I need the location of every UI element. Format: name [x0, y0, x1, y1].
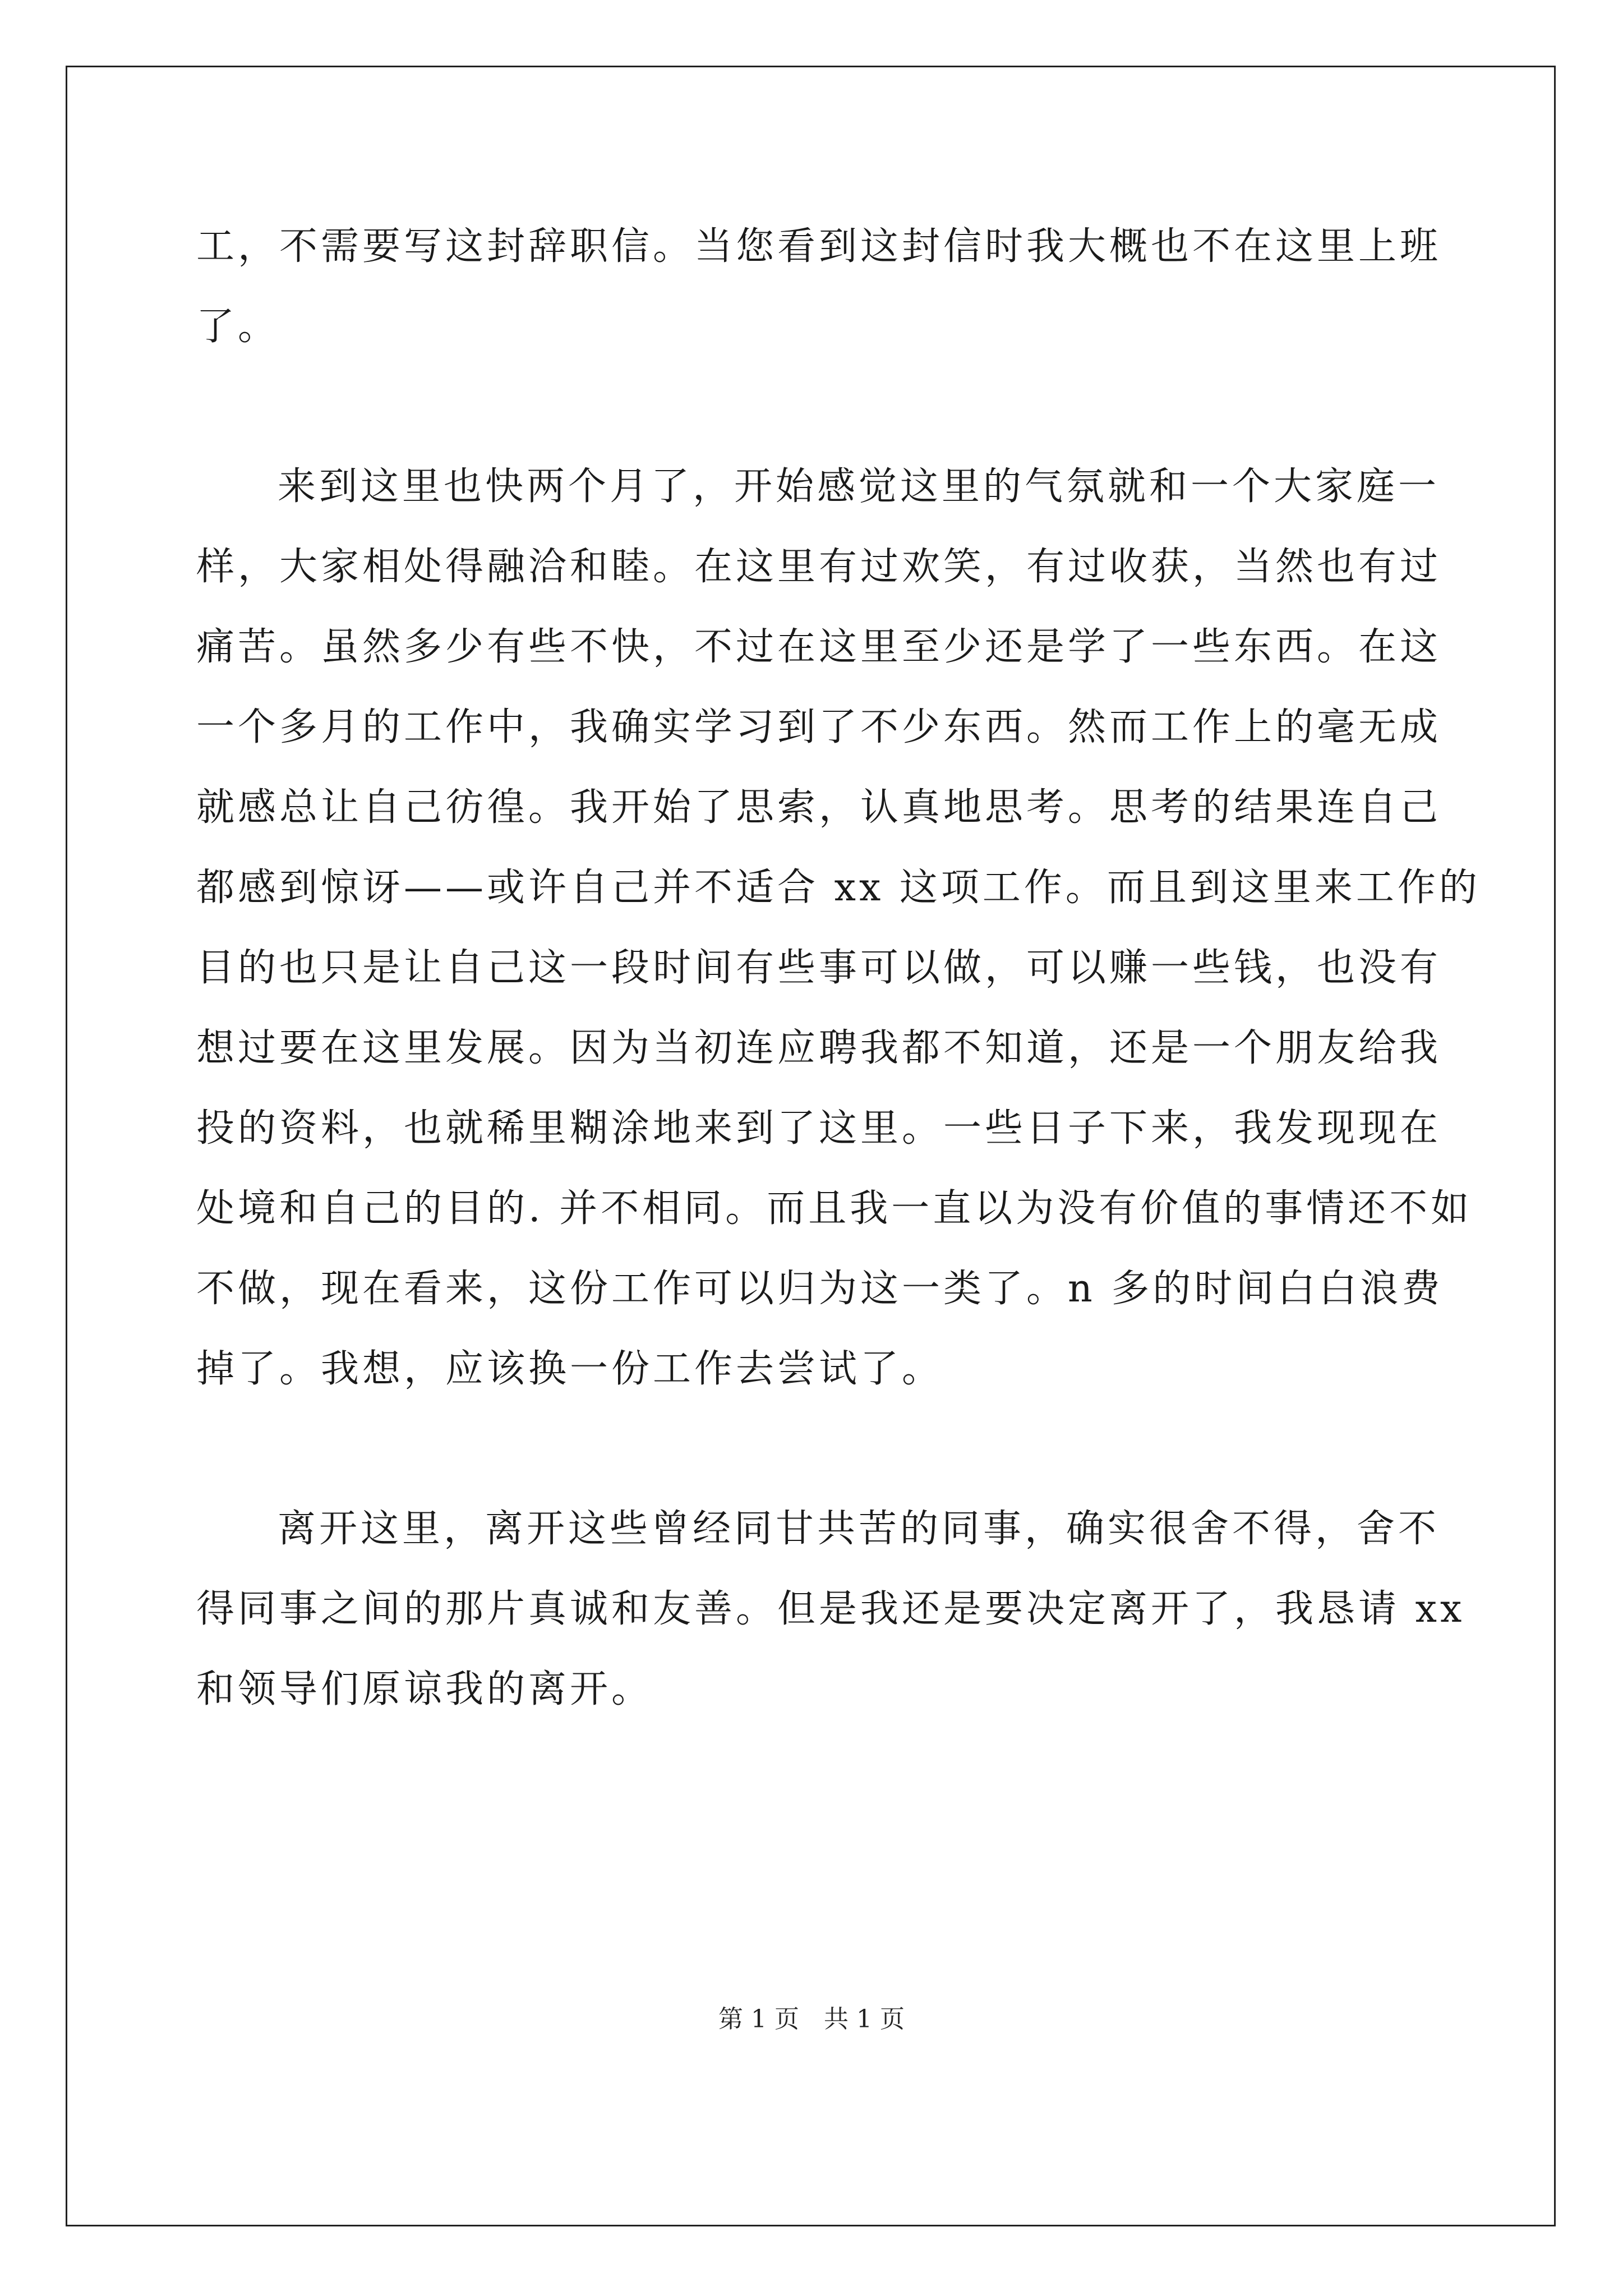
text-line: 了。: [196, 305, 280, 349]
text-line: 工，不需要写这封辞职信。当您看到这封信时我大概也不在这里上班: [196, 224, 1442, 269]
text-line: 投的资料，也就稀里糊涂地来到了这里。一些日子下来，我发现现在: [196, 1106, 1442, 1151]
text-line: 样，大家相处得融洽和睦。在这里有过欢笑，有过收获，当然也有过: [196, 545, 1442, 589]
text-line: 来到这里也快两个月了，开始感觉这里的气氛就和一个大家庭一: [278, 464, 1440, 509]
text-line: 离开这里，离开这些曾经同甘共苦的同事，确实很舍不得，舍不: [278, 1507, 1440, 1551]
text-line: 想过要在这里发展。因为当初连应聘我都不知道，还是一个朋友给我: [196, 1026, 1442, 1070]
text-line: 一个多月的工作中，我确实学习到了不少东西。然而工作上的毫无成: [196, 705, 1442, 749]
text-line: 和领导们原谅我的离开。: [196, 1667, 653, 1711]
text-line: 都感到惊讶——或许自己并不适合 xx 这项工作。而且到这里来工作的: [196, 866, 1481, 910]
text-line: 不做，现在看来，这份工作可以归为这一类了。n 多的时间白白浪费: [196, 1267, 1444, 1311]
text-line: 处境和自己的目的. 并不相同。而且我一直以为没有价值的事情还不如: [196, 1186, 1473, 1231]
text-line: 就感总让自己彷徨。我开始了思索，认真地思考。思考的结果连自己: [196, 785, 1442, 830]
text-line: 目的也只是让自己这一段时间有些事可以做，可以赚一些钱，也没有: [196, 946, 1442, 990]
text-line: 掉了。我想，应该换一份工作去尝试了。: [196, 1347, 944, 1391]
text-line: 痛苦。虽然多少有些不快，不过在这里至少还是学了一些东西。在这: [196, 625, 1442, 669]
text-line: 得同事之间的那片真诚和友善。但是我还是要决定离开了，我恳请 xx: [196, 1587, 1465, 1631]
page-footer: 第 1 页 共 1 页: [718, 2005, 905, 2033]
